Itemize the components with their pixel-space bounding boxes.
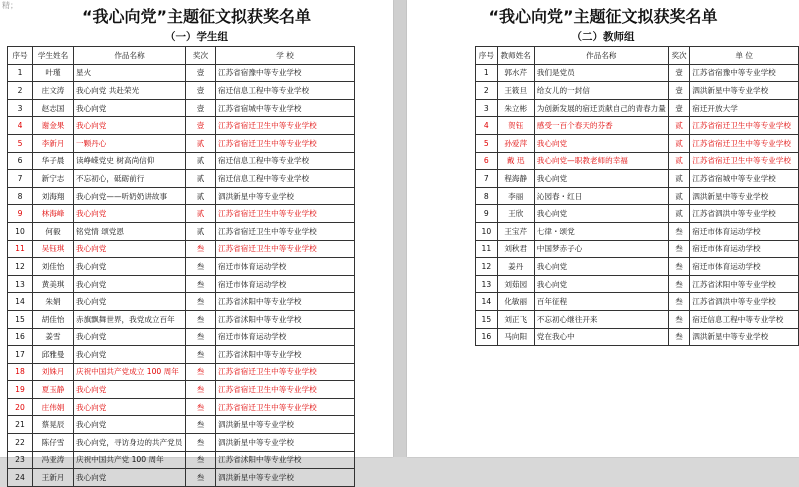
page-title: “我心向党”主题征文拟获奖名单 bbox=[488, 7, 718, 26]
row-number: 14 bbox=[8, 293, 33, 311]
table-row bbox=[8, 328, 355, 346]
school-name: 江苏省宿迁卫生中等专业学校 bbox=[216, 363, 355, 381]
table-row bbox=[8, 205, 355, 223]
award-level: 贰 bbox=[668, 152, 689, 170]
person-name: 贺钰 bbox=[497, 117, 534, 135]
row-number: 7 bbox=[476, 170, 498, 188]
award-level: 叁 bbox=[186, 469, 216, 487]
school-name: 江苏省宿迁卫生中等专业学校 bbox=[216, 222, 355, 240]
award-level: 壹 bbox=[186, 117, 216, 135]
work-title: 我心向党——听奶奶讲故事 bbox=[74, 187, 186, 205]
table-row bbox=[8, 398, 355, 416]
row-number: 22 bbox=[8, 434, 33, 452]
table-row bbox=[476, 240, 799, 258]
table-row bbox=[476, 310, 799, 328]
award-level: 叁 bbox=[668, 222, 689, 240]
row-number: 11 bbox=[476, 240, 498, 258]
work-title: 铭党情 颂党恩 bbox=[74, 222, 186, 240]
work-title: 不忘初心，砥砺前行 bbox=[74, 170, 186, 188]
group-title-students: （一）学生组 bbox=[165, 31, 228, 43]
work-title: 我心向党 bbox=[534, 205, 668, 223]
school-name: 泗洪新星中等专业学校 bbox=[216, 469, 355, 487]
row-number: 3 bbox=[476, 99, 498, 117]
row-number: 1 bbox=[8, 64, 33, 82]
row-number: 1 bbox=[476, 64, 498, 82]
work-title: 我心向党 bbox=[534, 275, 668, 293]
table-row bbox=[8, 134, 355, 152]
table-header-row bbox=[476, 47, 799, 65]
table-row bbox=[8, 187, 355, 205]
award-level: 壹 bbox=[668, 82, 689, 100]
school-name: 江苏省沭阳中等专业学校 bbox=[216, 293, 355, 311]
work-title: 我心向党，寻访身边的共产党员 bbox=[74, 434, 186, 452]
table-row bbox=[8, 275, 355, 293]
work-title: 我心向党 共赴荣光 bbox=[74, 82, 186, 100]
row-number: 2 bbox=[476, 82, 498, 100]
school-name: 江苏省沭阳中等专业学校 bbox=[216, 346, 355, 364]
person-name: 冯亚涛 bbox=[33, 451, 74, 469]
header-cell: 作品名称 bbox=[534, 47, 668, 65]
table-row bbox=[476, 152, 799, 170]
work-title: 不忘初心继往开来 bbox=[534, 310, 668, 328]
award-level: 壹 bbox=[186, 64, 216, 82]
work-title: 我心向党 bbox=[534, 170, 668, 188]
table-row bbox=[476, 205, 799, 223]
student-table-body bbox=[8, 64, 355, 486]
row-number: 4 bbox=[476, 117, 498, 135]
school-name: 江苏省宿城中等专业学校 bbox=[216, 99, 355, 117]
table-row bbox=[8, 451, 355, 469]
award-level: 壹 bbox=[668, 99, 689, 117]
person-name: 蔡晃辰 bbox=[33, 416, 74, 434]
award-level: 贰 bbox=[668, 134, 689, 152]
person-name: 孙爱萍 bbox=[497, 134, 534, 152]
row-number: 5 bbox=[476, 134, 498, 152]
table-row bbox=[8, 346, 355, 364]
table-row bbox=[476, 293, 799, 311]
work-title: 我心向党 bbox=[74, 258, 186, 276]
page-title: “我心向党”主题征文拟获奖名单 bbox=[81, 7, 312, 26]
school-name: 宿迁开放大学 bbox=[690, 99, 799, 117]
person-name: 吴钰琪 bbox=[33, 240, 74, 258]
school-name: 泗洪新星中等专业学校 bbox=[216, 187, 355, 205]
table-row bbox=[8, 416, 355, 434]
work-title: 我心向党 bbox=[74, 99, 186, 117]
teacher-table-body bbox=[476, 64, 799, 346]
work-title: 庆祝中国共产党 100 周年 bbox=[74, 451, 186, 469]
work-title: 给女儿的一封信 bbox=[534, 82, 668, 100]
row-number: 10 bbox=[8, 222, 33, 240]
table-row bbox=[476, 328, 799, 346]
work-title: 为创新发展的宿迁贡献自己的青春力量 bbox=[534, 99, 668, 117]
table-row bbox=[476, 170, 799, 188]
award-level: 叁 bbox=[186, 363, 216, 381]
person-name: 黄美琪 bbox=[33, 275, 74, 293]
row-number: 5 bbox=[8, 134, 33, 152]
document-page-right bbox=[407, 0, 799, 457]
school-name: 江苏省宿迁卫生中等专业学校 bbox=[216, 398, 355, 416]
school-name: 江苏省宿迁卫生中等专业学校 bbox=[216, 117, 355, 135]
award-level: 叁 bbox=[668, 310, 689, 328]
row-number: 19 bbox=[8, 381, 33, 399]
person-name: 林海峰 bbox=[33, 205, 74, 223]
award-level: 叁 bbox=[186, 381, 216, 399]
table-row bbox=[476, 222, 799, 240]
award-level: 叁 bbox=[186, 275, 216, 293]
person-name: 刘茹园 bbox=[497, 275, 534, 293]
award-level: 壹 bbox=[668, 64, 689, 82]
award-level: 叁 bbox=[668, 240, 689, 258]
school-name: 江苏省沭阳中等专业学校 bbox=[690, 275, 799, 293]
table-row bbox=[8, 117, 355, 135]
row-number: 4 bbox=[8, 117, 33, 135]
person-name: 戴 迅 bbox=[497, 152, 534, 170]
table-row bbox=[8, 64, 355, 82]
row-number: 12 bbox=[476, 258, 498, 276]
school-name: 江苏省宿迁卫生中等专业学校 bbox=[216, 240, 355, 258]
award-level: 贰 bbox=[186, 134, 216, 152]
school-name: 江苏省宿豫中等专业学校 bbox=[216, 64, 355, 82]
person-name: 新宁志 bbox=[33, 170, 74, 188]
work-title: 我心向党 bbox=[74, 469, 186, 487]
table-row bbox=[8, 240, 355, 258]
award-level: 贰 bbox=[668, 187, 689, 205]
table-row bbox=[476, 258, 799, 276]
award-level: 叁 bbox=[186, 434, 216, 452]
person-name: 王筱旦 bbox=[497, 82, 534, 100]
award-level: 叁 bbox=[186, 398, 216, 416]
school-name: 江苏省宿迁卫生中等专业学校 bbox=[690, 117, 799, 135]
row-number: 9 bbox=[476, 205, 498, 223]
header-cell: 序号 bbox=[476, 47, 498, 65]
work-title: 七律・颂党 bbox=[534, 222, 668, 240]
work-title: 赤旗飘舞世界，我党成立百年 bbox=[74, 310, 186, 328]
row-number: 18 bbox=[8, 363, 33, 381]
person-name: 刘秋君 bbox=[497, 240, 534, 258]
table-row bbox=[8, 469, 355, 487]
award-level: 叁 bbox=[186, 240, 216, 258]
table-row bbox=[8, 258, 355, 276]
award-level: 壹 bbox=[186, 99, 216, 117]
row-number: 21 bbox=[8, 416, 33, 434]
school-name: 宿迁市体育运动学校 bbox=[216, 258, 355, 276]
award-level: 贰 bbox=[668, 170, 689, 188]
school-name: 宿迁信息工程中等专业学校 bbox=[690, 310, 799, 328]
group-title-teachers: （二）教师组 bbox=[571, 31, 635, 43]
award-level: 叁 bbox=[186, 451, 216, 469]
person-name: 陈仔雪 bbox=[33, 434, 74, 452]
work-title: 沁园春・红日 bbox=[534, 187, 668, 205]
table-row bbox=[476, 99, 799, 117]
header-cell: 奖次 bbox=[186, 47, 216, 65]
award-level: 叁 bbox=[186, 258, 216, 276]
row-number: 3 bbox=[8, 99, 33, 117]
header-cell: 作品名称 bbox=[74, 47, 186, 65]
person-name: 李丽 bbox=[497, 187, 534, 205]
person-name: 王欣 bbox=[497, 205, 534, 223]
row-number: 9 bbox=[8, 205, 33, 223]
row-number: 8 bbox=[8, 187, 33, 205]
header-cell: 学 校 bbox=[216, 47, 355, 65]
school-name: 江苏省宿城中等专业学校 bbox=[690, 170, 799, 188]
row-number: 15 bbox=[476, 310, 498, 328]
work-title: 我心向党 bbox=[74, 205, 186, 223]
table-row bbox=[476, 117, 799, 135]
person-name: 马向阳 bbox=[497, 328, 534, 346]
award-level: 叁 bbox=[186, 310, 216, 328]
work-title: 星火 bbox=[74, 64, 186, 82]
row-number: 6 bbox=[8, 152, 33, 170]
award-level: 贰 bbox=[186, 205, 216, 223]
award-level: 叁 bbox=[186, 293, 216, 311]
school-name: 宿迁信息工程中等专业学校 bbox=[216, 170, 355, 188]
school-name: 宿迁信息工程中等专业学校 bbox=[216, 82, 355, 100]
person-name: 赵志国 bbox=[33, 99, 74, 117]
person-name: 谢金果 bbox=[33, 117, 74, 135]
row-number: 15 bbox=[8, 310, 33, 328]
document-page-left bbox=[0, 0, 393, 483]
award-level: 叁 bbox=[186, 416, 216, 434]
table-row bbox=[8, 152, 355, 170]
school-name: 江苏省宿迁卫生中等专业学校 bbox=[690, 152, 799, 170]
row-number: 20 bbox=[8, 398, 33, 416]
person-name: 夏玉静 bbox=[33, 381, 74, 399]
table-row bbox=[476, 82, 799, 100]
page-gap bbox=[393, 0, 407, 457]
award-level: 壹 bbox=[186, 82, 216, 100]
work-title: 我心向党 bbox=[534, 134, 668, 152]
person-name: 庄伟娟 bbox=[33, 398, 74, 416]
table-row bbox=[8, 363, 355, 381]
table-row bbox=[8, 293, 355, 311]
row-number: 14 bbox=[476, 293, 498, 311]
school-name: 泗洪新星中等专业学校 bbox=[216, 434, 355, 452]
award-level: 贰 bbox=[186, 152, 216, 170]
school-name: 江苏省沭阳中等专业学校 bbox=[216, 310, 355, 328]
person-name: 华子晨 bbox=[33, 152, 74, 170]
work-title: 我心向党—职教老师的幸福 bbox=[534, 152, 668, 170]
person-name: 庄文涛 bbox=[33, 82, 74, 100]
row-number: 16 bbox=[476, 328, 498, 346]
person-name: 化敏丽 bbox=[497, 293, 534, 311]
row-number: 10 bbox=[476, 222, 498, 240]
school-name: 宿迁市体育运动学校 bbox=[690, 258, 799, 276]
header-cell: 教师姓名 bbox=[497, 47, 534, 65]
table-row bbox=[8, 222, 355, 240]
table-row bbox=[8, 170, 355, 188]
table-header-row bbox=[8, 47, 355, 65]
work-title: 我们是党员 bbox=[534, 64, 668, 82]
work-title: 党在我心中 bbox=[534, 328, 668, 346]
school-name: 泗洪新星中等专业学校 bbox=[690, 82, 799, 100]
row-number: 8 bbox=[476, 187, 498, 205]
work-title: 我心向党 bbox=[74, 240, 186, 258]
person-name: 郭水芹 bbox=[497, 64, 534, 82]
work-title: 感受一百个春天的芬香 bbox=[534, 117, 668, 135]
school-name: 江苏省宿迁卫生中等专业学校 bbox=[216, 381, 355, 399]
row-number: 13 bbox=[8, 275, 33, 293]
person-name: 朱娟 bbox=[33, 293, 74, 311]
header-cell: 序号 bbox=[8, 47, 33, 65]
work-title: 我心向党 bbox=[74, 328, 186, 346]
school-name: 江苏省泗洪中等专业学校 bbox=[690, 205, 799, 223]
table-row bbox=[8, 434, 355, 452]
header-cell: 单 位 bbox=[690, 47, 799, 65]
school-name: 宿迁市体育运动学校 bbox=[690, 240, 799, 258]
person-name: 朱立彬 bbox=[497, 99, 534, 117]
person-name: 胡佳怡 bbox=[33, 310, 74, 328]
work-title: 中国梦赤子心 bbox=[534, 240, 668, 258]
work-title: 庆祝中国共产党成立 100 周年 bbox=[74, 363, 186, 381]
award-level: 叁 bbox=[668, 275, 689, 293]
table-row bbox=[476, 134, 799, 152]
award-level: 叁 bbox=[186, 346, 216, 364]
work-title: 一颗丹心 bbox=[74, 134, 186, 152]
school-name: 江苏省宿迁卫生中等专业学校 bbox=[690, 134, 799, 152]
person-name: 刘正飞 bbox=[497, 310, 534, 328]
table-row bbox=[476, 275, 799, 293]
row-number: 24 bbox=[8, 469, 33, 487]
work-title: 我心向党 bbox=[74, 275, 186, 293]
work-title: 读峥嵘党史 树高尚信仰 bbox=[74, 152, 186, 170]
school-name: 江苏省宿迁卫生中等专业学校 bbox=[216, 134, 355, 152]
award-level: 贰 bbox=[186, 222, 216, 240]
person-name: 何毅 bbox=[33, 222, 74, 240]
person-name: 邱雅曼 bbox=[33, 346, 74, 364]
row-number: 7 bbox=[8, 170, 33, 188]
person-name: 刘姝月 bbox=[33, 363, 74, 381]
school-name: 宿迁市体育运动学校 bbox=[216, 275, 355, 293]
work-title: 百年征程 bbox=[534, 293, 668, 311]
table-row bbox=[8, 99, 355, 117]
table-row bbox=[8, 381, 355, 399]
work-title: 我心向党 bbox=[534, 258, 668, 276]
person-name: 刘海翔 bbox=[33, 187, 74, 205]
award-level: 贰 bbox=[668, 205, 689, 223]
school-name: 泗洪新星中等专业学校 bbox=[690, 328, 799, 346]
school-name: 泗洪新星中等专业学校 bbox=[690, 187, 799, 205]
person-name: 李新月 bbox=[33, 134, 74, 152]
row-number: 17 bbox=[8, 346, 33, 364]
person-name: 程海静 bbox=[497, 170, 534, 188]
school-name: 江苏省宿迁卫生中等专业学校 bbox=[216, 205, 355, 223]
table-row bbox=[8, 310, 355, 328]
person-name: 王新月 bbox=[33, 469, 74, 487]
person-name: 姜丹 bbox=[497, 258, 534, 276]
award-level: 贰 bbox=[186, 170, 216, 188]
row-number: 23 bbox=[8, 451, 33, 469]
person-name: 王宝芹 bbox=[497, 222, 534, 240]
row-number: 6 bbox=[476, 152, 498, 170]
award-level: 叁 bbox=[668, 293, 689, 311]
award-level: 贰 bbox=[668, 117, 689, 135]
school-name: 江苏省宿豫中等专业学校 bbox=[690, 64, 799, 82]
page-corner-text: 精； bbox=[2, 1, 18, 10]
work-title: 我心向党 bbox=[74, 293, 186, 311]
award-level: 贰 bbox=[186, 187, 216, 205]
work-title: 我心向党 bbox=[74, 346, 186, 364]
table-row bbox=[476, 64, 799, 82]
header-cell: 学生姓名 bbox=[33, 47, 74, 65]
school-name: 宿迁市体育运动学校 bbox=[690, 222, 799, 240]
work-title: 我心向党 bbox=[74, 381, 186, 399]
award-level: 叁 bbox=[668, 258, 689, 276]
person-name: 刘佳怡 bbox=[33, 258, 74, 276]
row-number: 13 bbox=[476, 275, 498, 293]
row-number: 2 bbox=[8, 82, 33, 100]
school-name: 江苏省泗洪中等专业学校 bbox=[690, 293, 799, 311]
teacher-award-table bbox=[475, 46, 799, 346]
header-cell: 奖次 bbox=[668, 47, 689, 65]
person-name: 姜雪 bbox=[33, 328, 74, 346]
award-level: 叁 bbox=[186, 328, 216, 346]
person-name: 叶瑾 bbox=[33, 64, 74, 82]
work-title: 我心向党 bbox=[74, 416, 186, 434]
student-award-table bbox=[7, 46, 355, 487]
table-row bbox=[8, 82, 355, 100]
row-number: 11 bbox=[8, 240, 33, 258]
school-name: 宿迁市体育运动学校 bbox=[216, 328, 355, 346]
table-row bbox=[476, 187, 799, 205]
row-number: 12 bbox=[8, 258, 33, 276]
school-name: 宿迁信息工程中等专业学校 bbox=[216, 152, 355, 170]
award-level: 叁 bbox=[668, 328, 689, 346]
row-number: 16 bbox=[8, 328, 33, 346]
work-title: 我心向党 bbox=[74, 117, 186, 135]
school-name: 江苏省沭阳中等专业学校 bbox=[216, 451, 355, 469]
school-name: 泗洪新星中等专业学校 bbox=[216, 416, 355, 434]
work-title: 我心向党 bbox=[74, 398, 186, 416]
